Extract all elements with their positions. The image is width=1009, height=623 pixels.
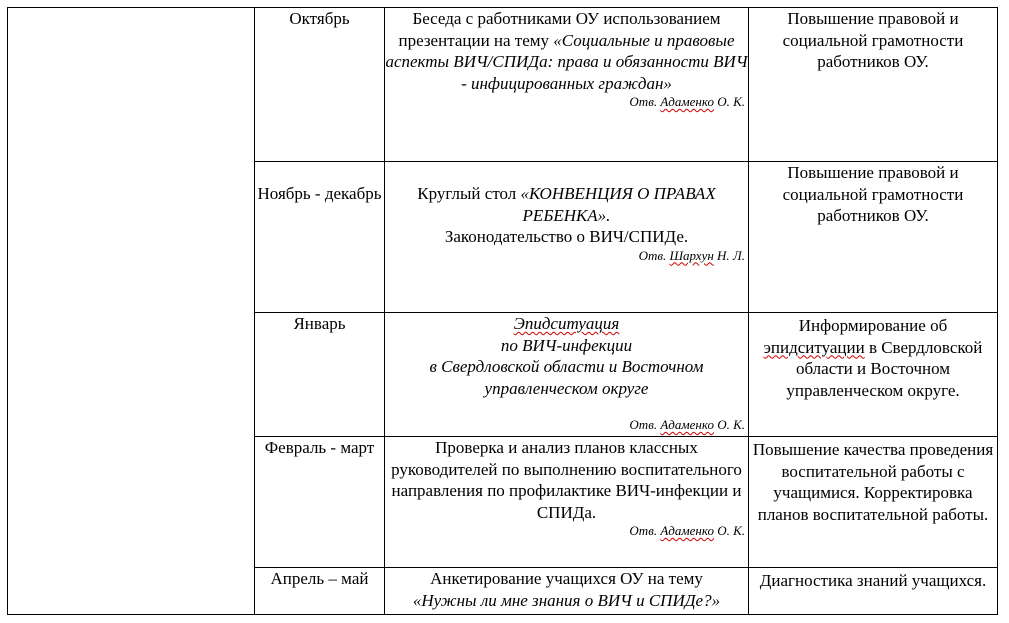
goal-term: эпидситуации [763,337,865,357]
event-topic-line1: Эпидситуация [513,314,620,333]
month-cell: Февраль - март [255,437,385,568]
responsible-name: Адаменко [660,94,714,109]
responsible-initials: Н. Л. [713,247,745,263]
goal-cell: Повышение правовой и социальной грамотности работников ОУ. [749,162,998,313]
responsible-prefix: Отв. [638,247,670,263]
goal-cell: Повышение правовой и социальной грамотности работников ОУ. [749,8,998,162]
goal-cell [749,313,998,437]
goal-cell: Повышение качества проведения воспитательной работы с учащимися. Корректировка планов воспитательной работы. [749,437,998,568]
goal-text: Информирование об [798,316,948,335]
event-cell [385,437,749,568]
event-cell [385,162,749,313]
responsible-initials: О. К. [713,417,745,432]
responsible-name: Адаменко [660,417,714,432]
responsible-prefix: Отв. [629,417,661,432]
responsible-initials: О. К. [713,523,745,538]
goal-cell: Диагностика знаний учащихся. [749,568,998,615]
event-cell [385,568,749,615]
month-cell: Апрель – май [255,568,385,615]
event-cell [385,8,749,162]
responsible [385,94,748,110]
month-cell: Октябрь [255,8,385,162]
plan-table [7,7,998,615]
table-row [8,8,998,162]
goal-text-end: в Свердловской области и Восточном управленческом округе. [786,337,983,400]
empty-cell [8,8,255,615]
event-topic-line3: в Свердловской области и Восточном управленческом округе [429,357,704,398]
event-text: Беседа с работниками ОУ использованием презентации на тему [398,9,721,50]
responsible [385,417,748,433]
event-cell [385,313,749,437]
responsible-name: Шархун [669,247,714,263]
event-topic-line2: по ВИЧ-инфекции [500,335,633,355]
month-cell: Январь [255,313,385,437]
responsible-initials: О. К. [713,94,745,109]
responsible [385,248,748,264]
responsible-prefix: Отв. [629,523,661,538]
event-topic: «Социальные и правовые аспекты ВИЧ/СПИДа: права и обязанности ВИЧ - инфицированных граждан» [385,30,748,93]
event-topic: «КОНВЕНЦИЯ О ПРАВАХ РЕБЕНКА». [520,184,716,225]
responsible-prefix: Отв. [629,94,661,109]
event-text: Круглый стол [417,184,521,203]
responsible-name: Адаменко [660,523,714,538]
event-text: Проверка и анализ планов классных руководителей по выполнению воспитательного направления по профилактике ВИЧ-инфекции и СПИДа. [391,438,742,522]
responsible [385,523,748,539]
event-topic: «Нужны ли мне знания о ВИЧ и СПИДе?» [412,590,721,610]
spacer [385,399,748,417]
event-text: Анкетирование учащихся ОУ на тему [430,569,703,588]
event-text-line2: Законодательство о ВИЧ/СПИДе. [444,227,689,246]
month-cell: Ноябрь - декабрь [255,162,385,313]
